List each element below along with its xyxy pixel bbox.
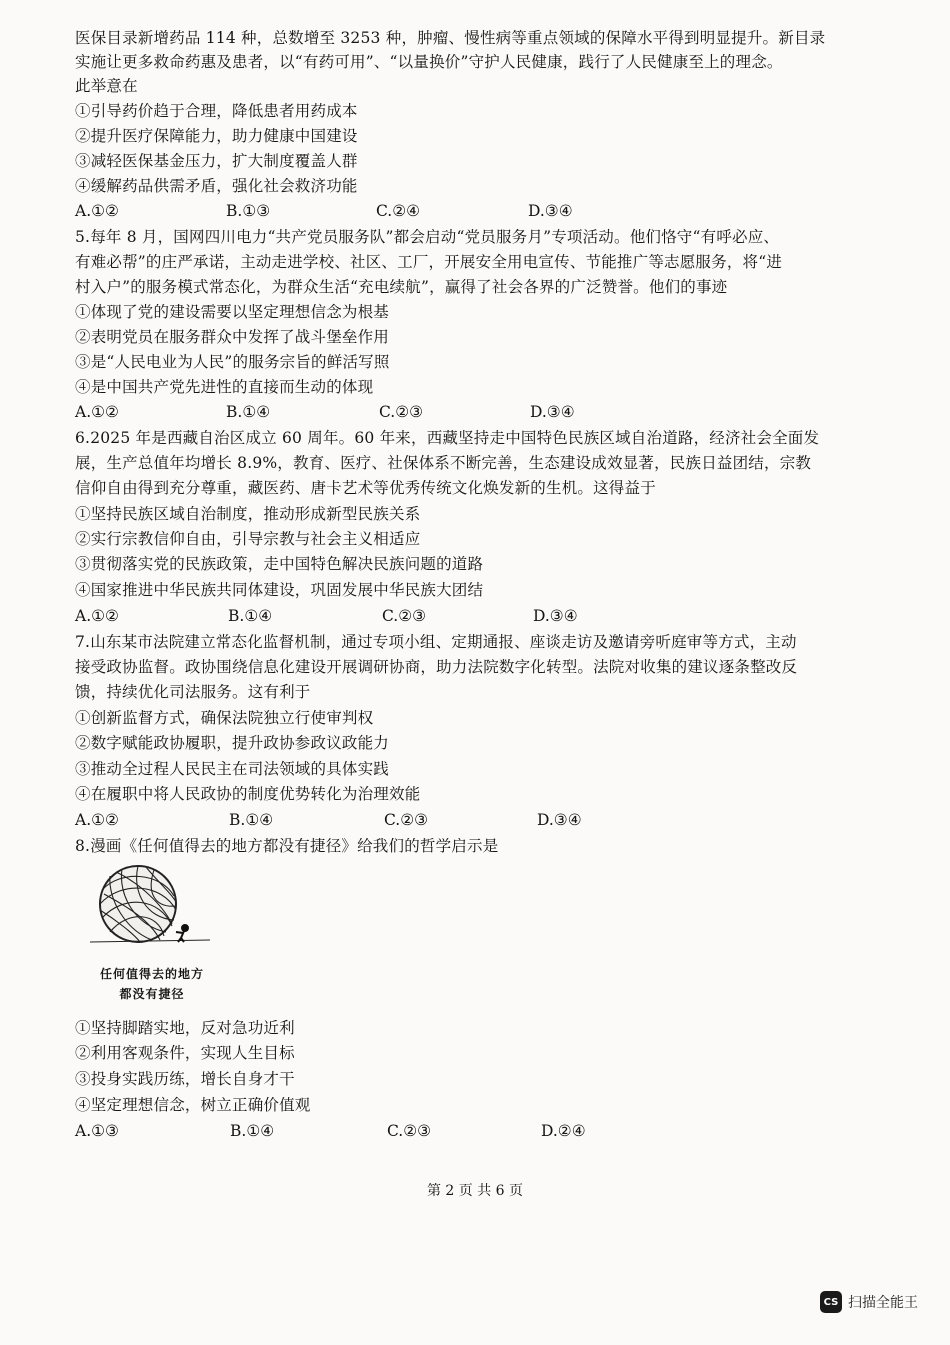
q6-item: ①坚持民族区域自治制度，推动形成新型民族关系 [75, 505, 421, 523]
q6-stem-line: 展，生产总值年均增长 8.9%，教育、医疗、社保体系不断完善，生态建设成效显著，民族日益团结，宗教 [75, 454, 812, 472]
q8-option-a: A.①③ [75, 1122, 119, 1140]
q6-stem-line: 信仰自由得到充分尊重，藏医药、唐卡艺术等优秀传统文化焕发新的生机。这得益于 [75, 479, 656, 497]
q4-item: ③减轻医保基金压力，扩大制度覆盖人群 [75, 152, 358, 170]
q6-item: ②实行宗教信仰自由，引导宗教与社会主义相适应 [75, 530, 421, 548]
q4-option-c: C.②④ [376, 202, 421, 220]
q5-option-a: A.①② [75, 403, 119, 421]
cartoon-caption-line: 任何值得去的地方 [99, 967, 204, 981]
q5-item: ④是中国共产党先进性的直接而生动的体现 [75, 378, 374, 396]
q4-option-b: B.①③ [226, 202, 271, 220]
q4-option-d: D.③④ [528, 202, 573, 220]
q4-option-a: A.①② [75, 202, 119, 220]
q8-option-b: B.①④ [230, 1122, 275, 1140]
q8-item: ①坚持脚踏实地，反对急功近利 [75, 1019, 295, 1037]
page-number: 第 2 页 共 6 页 [426, 1183, 524, 1199]
watermark-text: 扫描全能王 [848, 1295, 918, 1311]
q6-item: ④国家推进中华民族共同体建设，巩固发展中华民族大团结 [75, 581, 484, 599]
q8-item: ③投身实践历练，增长自身才干 [75, 1070, 295, 1088]
q5-stem-line: 村入户”的服务模式常态化，为群众生活“充电续航”，赢得了社会各界的广泛赞誉。他们的事迹 [75, 278, 728, 296]
q7-item: ④在履职中将人民政协的制度优势转化为治理效能 [75, 785, 421, 803]
q5-stem-line: 5.每年 8 月，国网四川电力“共产党员服务队”都会启动“党员服务月”专项活动。他们恪守“有呼必应、 [75, 228, 780, 246]
q8-option-c: C.②③ [387, 1122, 432, 1140]
q8-option-d: D.②④ [541, 1122, 586, 1140]
q7-item: ③推动全过程人民民主在司法领域的具体实践 [75, 760, 390, 778]
q7-option-b: B.①④ [229, 811, 274, 829]
q7-option-d: D.③④ [537, 811, 582, 829]
q4-stem-line: 此举意在 [75, 77, 138, 95]
q7-item: ②数字赋能政协履职，提升政协参政议政能力 [75, 734, 390, 752]
q5-option-b: B.①④ [226, 403, 271, 421]
q6-stem-line: 6.2025 年是西藏自治区成立 60 周年。60 年来，西藏坚持走中国特色民族区域自治道路，经济社会全面发 [75, 429, 820, 447]
q7-stem-line: 7.山东某市法院建立常态化监督机制，通过专项小组、定期通报、座谈走访及邀请旁听庭审等方式，主动 [75, 633, 797, 651]
q4-item: ②提升医疗保障能力，助力健康中国建设 [75, 127, 358, 145]
q6-item: ③贯彻落实党的民族政策，走中国特色解决民族问题的道路 [75, 555, 484, 573]
q7-stem-line: 接受政协监督。政协围绕信息化建设开展调研协商，助力法院数字化转型。法院对收集的建议逐条整改反 [75, 658, 798, 676]
q5-item: ①体现了党的建设需要以坚定理想信念为根基 [75, 303, 390, 321]
q7-option-a: A.①② [75, 811, 119, 829]
q4-stem-line: 医保目录新增药品 114 种，总数增至 3253 种，肿瘤、慢性病等重点领域的保障水平得到明显提升。新目录 [75, 29, 826, 47]
scanner-watermark [820, 1290, 918, 1314]
q6-option-c: C.②③ [382, 607, 427, 625]
q7-option-c: C.②③ [384, 811, 429, 829]
q7-item: ①创新监督方式，确保法院独立行使审判权 [75, 709, 374, 727]
camscanner-logo-icon: CS [820, 1291, 842, 1313]
q5-option-d: D.③④ [530, 403, 575, 421]
q8-stem-line: 8.漫画《任何值得去的地方都没有捷径》给我们的哲学启示是 [75, 837, 499, 855]
q5-stem-line: 有难必帮”的庄严承诺，主动走进学校、社区、工厂，开展安全用电宣传、节能推广等志愿服务，将“进 [75, 253, 783, 271]
q7-stem-line: 馈，持续优化司法服务。这有利于 [75, 683, 311, 701]
q6-option-d: D.③④ [533, 607, 578, 625]
q4-item: ①引导药价趋于合理，降低患者用药成本 [75, 102, 358, 120]
q6-option-a: A.①② [75, 607, 119, 625]
cartoon-caption-line: 都没有捷径 [119, 987, 185, 1001]
q4-stem-line: 实施让更多救命药惠及患者，以“有药可用”、“以量换价”守护人民健康，践行了人民健康至上的理念。 [75, 53, 783, 71]
q4-item: ④缓解药品供需矛盾，强化社会救济功能 [75, 177, 358, 195]
q5-item: ③是“人民电业为人民”的服务宗旨的鲜活写照 [75, 353, 390, 371]
q8-item: ②利用客观条件，实现人生目标 [75, 1044, 295, 1062]
q6-option-b: B.①④ [228, 607, 273, 625]
q5-item: ②表明党员在服务群众中发挥了战斗堡垒作用 [75, 328, 390, 346]
q8-item: ④坚定理想信念，树立正确价值观 [75, 1096, 311, 1114]
q5-option-c: C.②③ [379, 403, 424, 421]
